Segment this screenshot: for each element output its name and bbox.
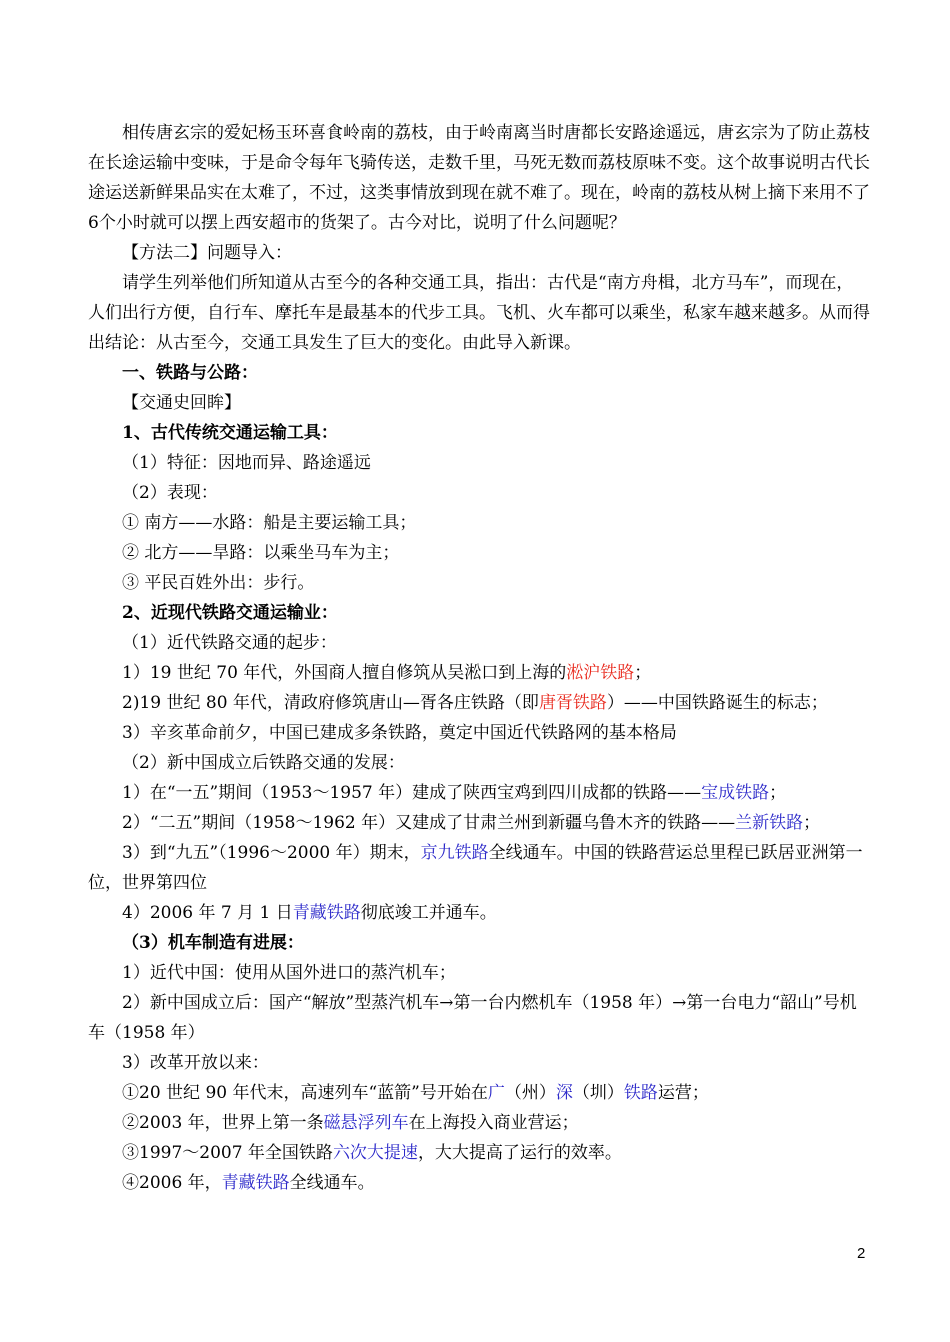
modern-dev-4: 4）2006 年 7 月 1 日青藏铁路彻底竣工并通车。	[122, 903, 497, 923]
ancient-item-walk: ③ 平民百姓外出：步行。	[122, 573, 315, 593]
modern-dev-1: 1）在“一五”期间（1953～1957 年）建成了陕西宝鸡到四川成都的铁路——宝成铁路；	[122, 783, 787, 803]
reform-3: ③1997～2007 年全国铁路六次大提速，大大提高了运行的效率。	[122, 1143, 622, 1163]
reform-1: ①20 世纪 90 年代末，高速列车“蓝箭”号开始在广（州）深（圳）铁路运营；	[122, 1083, 709, 1103]
locomotive-2: 2）新中国成立后：国产“解放”型蒸汽机车→第一台内燃机车（1958 年）→第一台电力“韶山”号机车（1958 年）	[88, 993, 857, 1043]
modern-start-2: 2)19 世纪 80 年代，清政府修筑唐山—胥各庄铁路（即唐胥铁路）——中国铁路诞生的标志；	[122, 693, 828, 713]
ancient-item-south: ① 南方——水路：船是主要运输工具；	[122, 513, 417, 533]
speedup-term: 六次大提速	[332, 1143, 418, 1163]
story-paragraph: 相传唐玄宗的爱妃杨玉环喜食岭南的荔枝，由于岭南离当时唐都长安路途遥远，唐玄宗为了防止荔枝在长途运输中变味，于是命令每年飞骑传送，走数千里，马死无数而荔枝原味不变。这个故事说明古代长途运送新鲜果品实在太难了，不过，这类事情放到现在就不难了。现在，岭南的荔枝从树上摘下来用不了6个小时就可以摆上西安超市的货架了。古今对比，说明了什么问题呢？	[88, 123, 870, 233]
baocheng-railway-term: 宝成铁路	[701, 783, 770, 803]
qingzang-railway-term-2: 青藏铁路	[221, 1173, 290, 1193]
locomotive-1: 1）近代中国：使用从国外进口的蒸汽机车；	[122, 963, 456, 983]
modern-start-title: （1）近代铁路交通的起步：	[122, 633, 337, 653]
modern-dev-2: 2）“二五”期间（1958～1962 年）又建成了甘肃兰州到新疆乌鲁木齐的铁路——兰新铁路；	[122, 813, 821, 833]
method2-title: 【方法二】问题导入：	[122, 243, 292, 263]
locomotive-title: （3）机车制造有进展：	[122, 933, 304, 953]
history-review-label: 【交通史回眸】	[122, 393, 241, 413]
modern-heading: 2、近现代铁路交通运输业：	[122, 603, 338, 623]
modern-start-3: 3）辛亥革命前夕，中国已建成多条铁路，奠定中国近代铁路网的基本格局	[122, 723, 677, 743]
wusong-railway-term: 淞沪铁路	[566, 663, 635, 683]
section1-heading: 一、铁路与公路：	[122, 363, 258, 383]
ancient-item-north: ② 北方——旱路：以乘坐马车为主；	[122, 543, 400, 563]
modern-dev-title: （2）新中国成立后铁路交通的发展：	[122, 753, 405, 773]
guangshen-railway-term: 铁路	[623, 1083, 658, 1103]
modern-start-1: 1）19 世纪 70 年代，外国商人擅自修筑从吴淞口到上海的淞沪铁路；	[122, 663, 652, 683]
document-page	[88, 118, 870, 1198]
modern-dev-3: 3）到“九五”（1996～2000 年）期末，京九铁路全线通车。中国的铁路营运总里程已跃居亚洲第一位，世界第四位	[88, 843, 863, 893]
method2-paragraph: 请学生列举他们所知道从古至今的各种交通工具，指出：古代是“南方舟楫，北方马车”，而现在，人们出行方便，自行车、摩托车是最基本的代步工具。飞机、火车都可以乘坐，私家车越来越多。从而得出结论：从古至今，交通工具发生了巨大的变化。由此导入新课。	[88, 273, 870, 353]
page-number: 2	[857, 1245, 866, 1262]
qingzang-railway-term: 青藏铁路	[292, 903, 361, 923]
locomotive-3: 3）改革开放以来：	[122, 1053, 269, 1073]
reform-2: ②2003 年，世界上第一条磁悬浮列车在上海投入商业营运；	[122, 1113, 579, 1133]
ancient-heading: 1、古代传统交通运输工具：	[122, 423, 338, 443]
tangxu-railway-term: 唐胥铁路	[538, 693, 607, 713]
ancient-show: （2）表现：	[122, 483, 218, 503]
lanxin-railway-term: 兰新铁路	[735, 813, 804, 833]
maglev-term: 磁悬浮列车	[323, 1113, 409, 1133]
jingjiu-railway-term: 京九铁路	[420, 843, 489, 863]
ancient-feature: （1）特征：因地而异、路途遥远	[122, 453, 371, 473]
reform-4: ④2006 年，青藏铁路全线通车。	[122, 1173, 375, 1193]
